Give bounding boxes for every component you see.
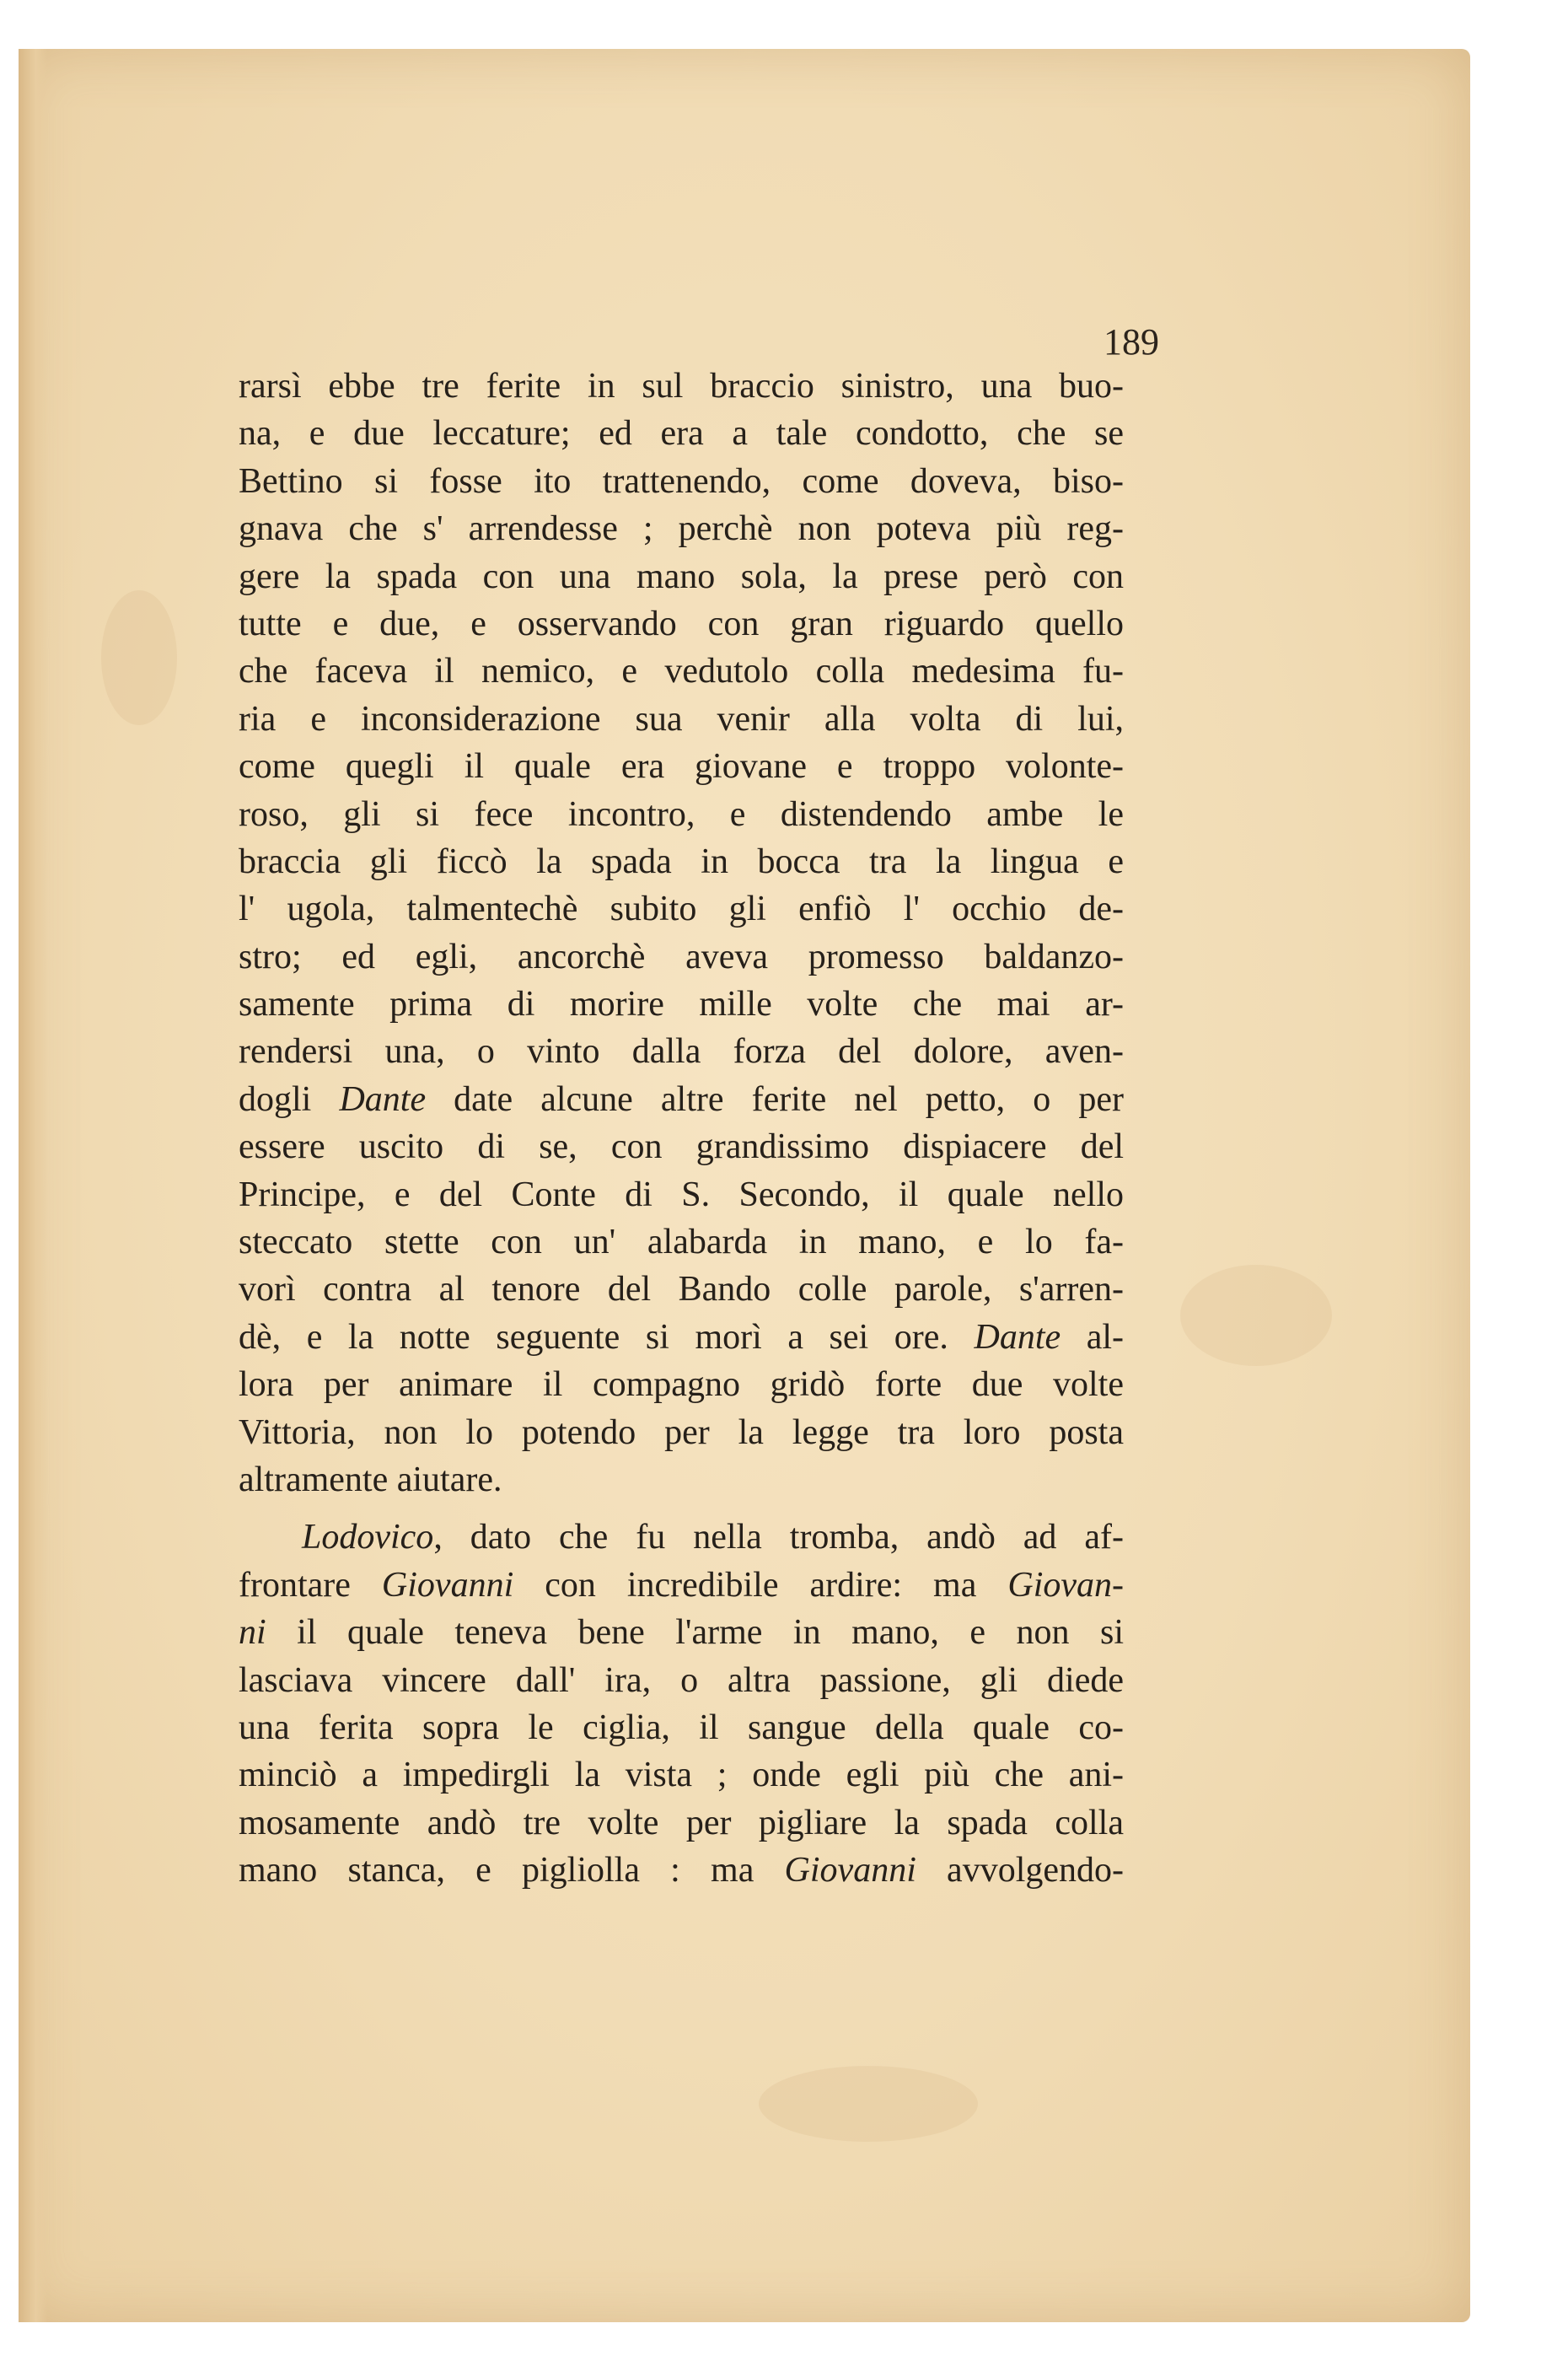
text-segment: stro; ed egli, ancorchè aveva promesso baldanzo- [239, 937, 1124, 976]
text-line [239, 1361, 1124, 1408]
text-segment: roso, gli si fece incontro, e distendendo ambe le [239, 794, 1124, 834]
paper-stain [1180, 1265, 1332, 1366]
text-line [239, 1657, 1124, 1704]
text-line [239, 410, 1124, 457]
text-segment: na, e due leccature; ed era a tale condotto, che se [239, 414, 1124, 454]
paragraph [239, 1514, 1124, 1894]
text-line [239, 1514, 1124, 1561]
italic-name: Lodovico [302, 1518, 434, 1557]
text-line [239, 933, 1124, 981]
text-segment: con incredibile ardire: ma [513, 1565, 1008, 1605]
text-segment: una ferita sopra le ciglia, il sangue della quale co- [239, 1708, 1124, 1747]
text-segment: Vittoria, non lo potendo per la legge tra loro posta [239, 1412, 1124, 1452]
text-segment: minciò a impedirgli la vista ; onde egli più che ani- [239, 1756, 1124, 1795]
text-segment: lasciava vincere dall' ira, o altra passione, gli diede [239, 1660, 1124, 1700]
text-segment: dè, e la notte seguente si morì a sei ore. [239, 1317, 975, 1357]
text-line [239, 885, 1124, 933]
text-line [239, 458, 1124, 505]
text-segment: Bettino si fosse ito trattenendo, come doveva, biso- [239, 461, 1124, 501]
text-segment: il quale teneva bene l'arme in mano, e non si [266, 1613, 1124, 1653]
text-segment: avvolgendo- [916, 1851, 1124, 1890]
text-line [239, 505, 1124, 552]
text-segment: gnava che s' arrendesse ; perchè non poteva più reg- [239, 509, 1124, 549]
text-line [239, 1266, 1124, 1313]
text-line [239, 743, 1124, 790]
text-line [239, 1123, 1124, 1170]
italic-name: Giovanni [784, 1851, 916, 1890]
page-number: 189 [1104, 321, 1159, 363]
text-line [239, 1076, 1124, 1123]
text-segment: ria e inconsiderazione sua venir alla volta di lui, [239, 699, 1124, 739]
paper-stain [759, 2066, 978, 2142]
text-segment: rarsì ebbe tre ferite in sul braccio sinistro, una buo- [239, 367, 1124, 406]
text-segment: rendersi una, o vinto dalla forza del dolore, aven- [239, 1032, 1124, 1072]
text-segment: lora per animare il compagno gridò forte due volte [239, 1365, 1124, 1405]
italic-name: Dante [974, 1317, 1061, 1357]
text-segment: come quegli il quale era giovane e troppo volonte- [239, 747, 1124, 787]
text-line [239, 1218, 1124, 1266]
text-segment: mosamente andò tre volte per pigliare la spada colla [239, 1803, 1124, 1842]
text-segment: al- [1061, 1317, 1124, 1357]
text-segment: Principe, e del Conte di S. Secondo, il quale nello [239, 1175, 1124, 1214]
text-line [239, 696, 1124, 743]
text-line [239, 1314, 1124, 1361]
text-line [239, 1799, 1124, 1847]
text-segment: essere uscito di se, con grandissimo dispiacere del [239, 1127, 1124, 1167]
text-line [239, 1409, 1124, 1456]
text-line [239, 1847, 1124, 1894]
text-line [239, 1704, 1124, 1751]
text-line [239, 1171, 1124, 1218]
text-segment: tutte e due, e osservando con gran riguardo quello [239, 604, 1124, 643]
text-segment: frontare [239, 1565, 382, 1605]
paper-stain [101, 590, 177, 725]
text-segment: dogli [239, 1079, 340, 1119]
text-line [239, 1028, 1124, 1075]
text-line [239, 648, 1124, 695]
text-line [239, 363, 1124, 410]
text-line [239, 1456, 1124, 1503]
text-line [239, 838, 1124, 885]
text-segment: vorì contra al tenore del Bando colle parole, s'arren- [239, 1270, 1124, 1310]
text-line [239, 1751, 1124, 1799]
text-segment: samente prima di morire mille volte che mai ar- [239, 985, 1124, 1025]
text-segment: gere la spada con una mano sola, la prese però con [239, 557, 1124, 596]
text-line [239, 791, 1124, 838]
text-line [239, 1562, 1124, 1609]
text-line [239, 553, 1124, 600]
text-segment: , dato che fu nella tromba, andò ad af- [433, 1518, 1124, 1557]
italic-name: ni [239, 1613, 266, 1653]
binding-edge [19, 49, 47, 2322]
text-line [239, 600, 1124, 648]
italic-name: Dante [339, 1079, 427, 1119]
paragraph-gap [239, 1503, 1124, 1514]
text-segment: altramente aiutare. [239, 1460, 502, 1499]
italic-name: Giovan- [1007, 1565, 1124, 1605]
body-text [239, 363, 1124, 1895]
text-segment: steccato stette con un' alabarda in mano, e lo fa- [239, 1223, 1124, 1262]
text-segment: mano stanca, e pigliolla : ma [239, 1851, 785, 1890]
text-segment: braccia gli ficcò la spada in bocca tra la lingua e [239, 842, 1124, 881]
text-line [239, 1609, 1124, 1656]
italic-name: Giovanni [381, 1565, 514, 1605]
paragraph [239, 363, 1124, 1503]
text-segment: l' ugola, talmentechè subito gli enfiò l' occhio de- [239, 890, 1124, 929]
text-segment: date alcune altre ferite nel petto, o per [426, 1079, 1124, 1119]
text-line [239, 981, 1124, 1028]
text-segment: che faceva il nemico, e vedutolo colla medesima fu- [239, 652, 1124, 691]
